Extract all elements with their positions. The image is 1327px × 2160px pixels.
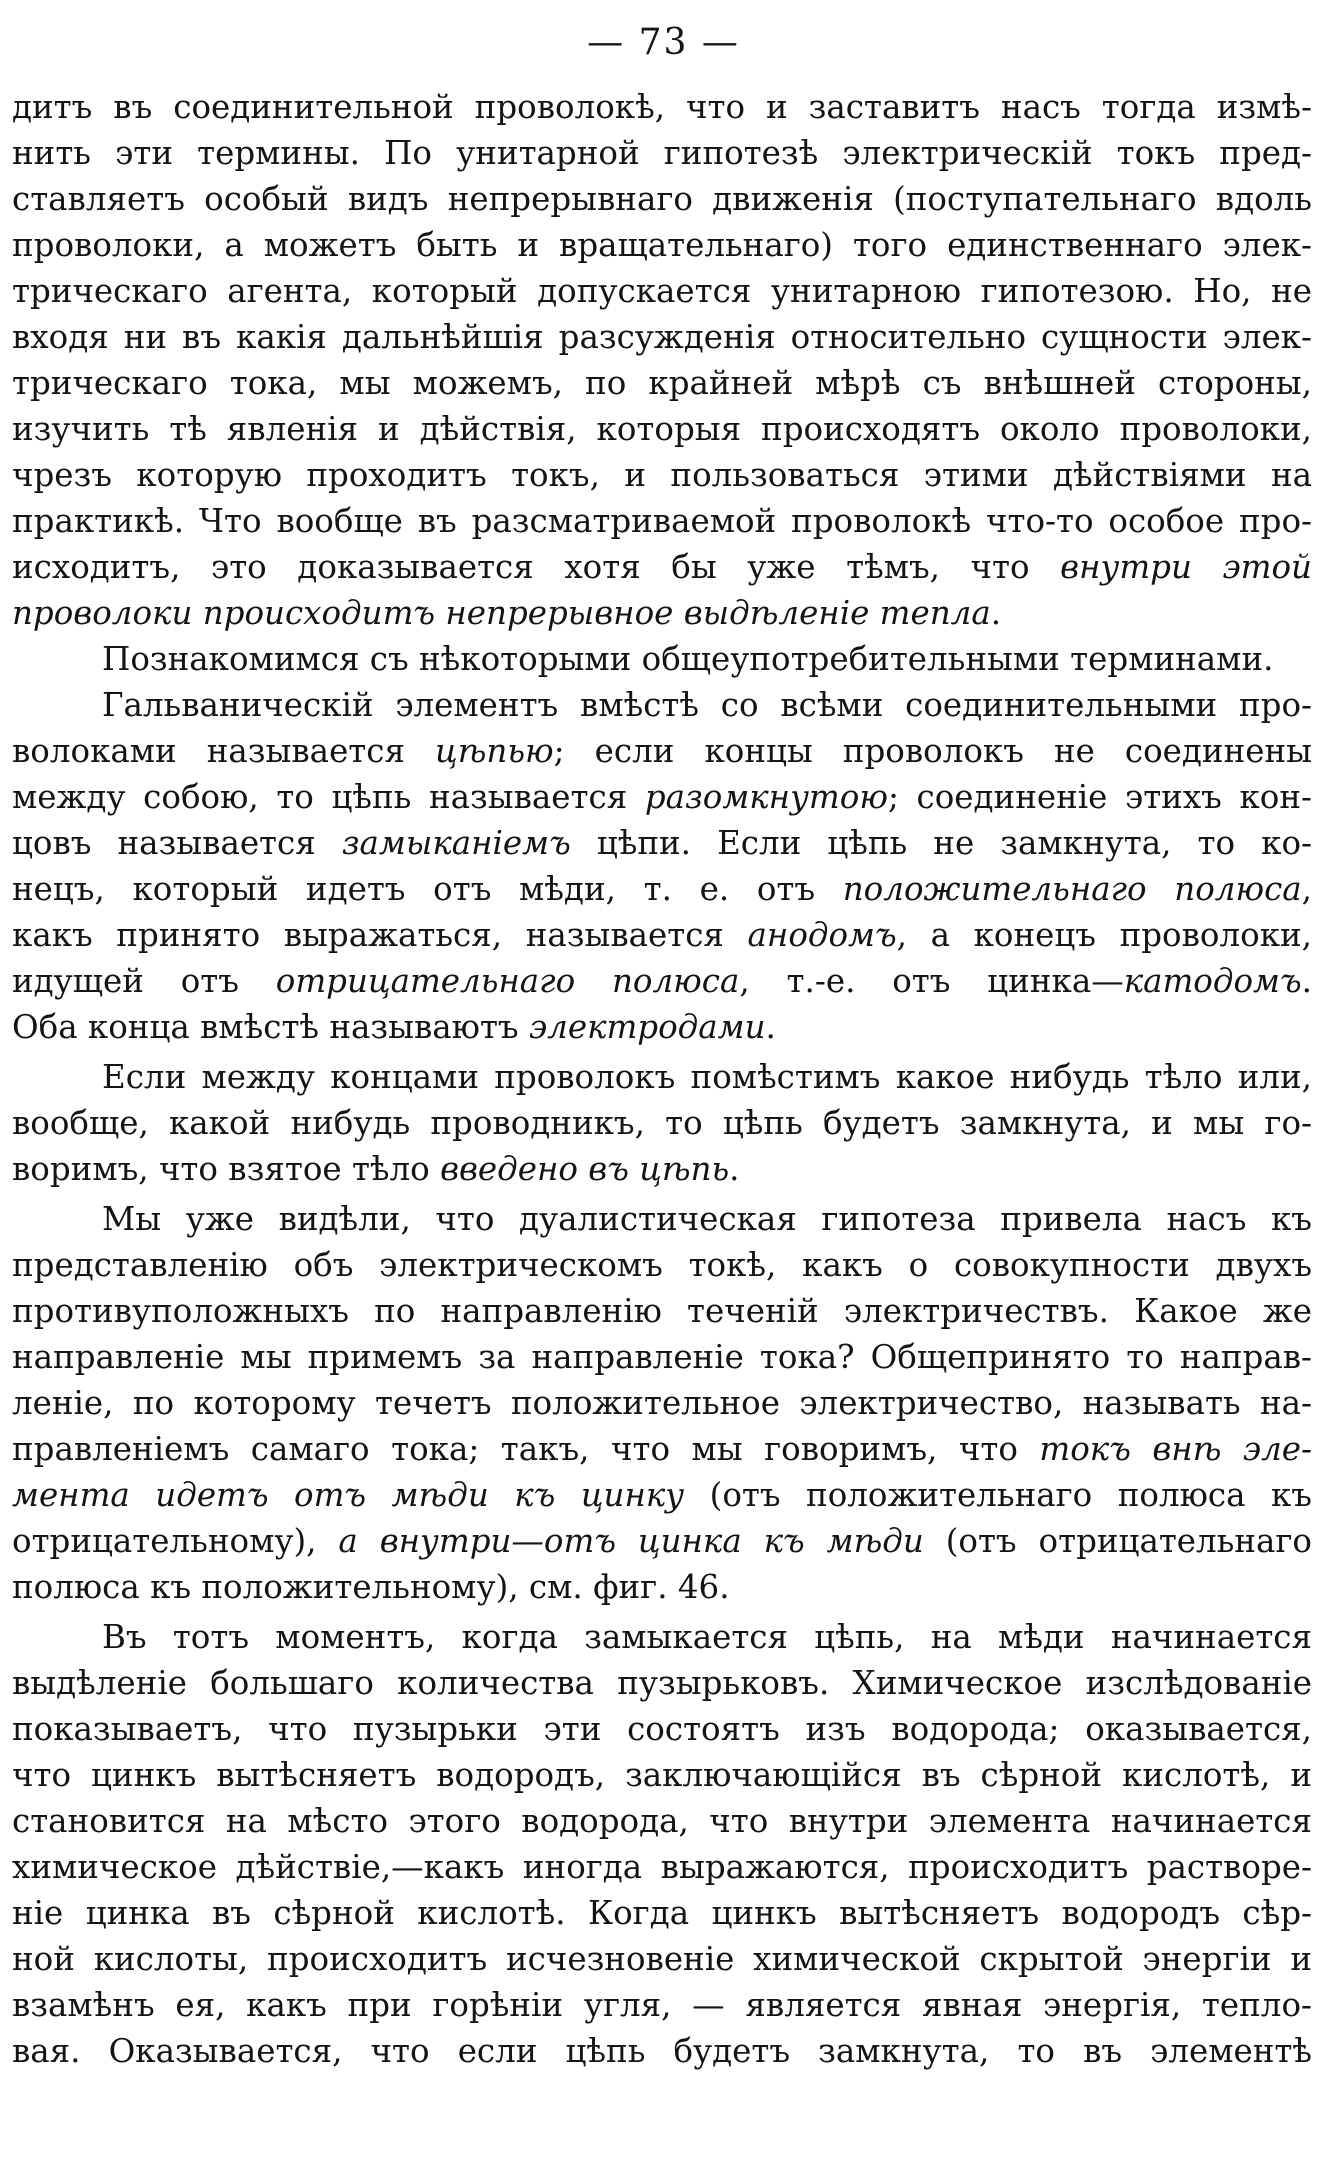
text-line [12,1334,1312,1380]
text-span: химическое дѣйствіе,—какъ иногда выражаются, происходитъ растворе- [12,1848,1312,1886]
text-line [12,774,1312,820]
text-line [12,820,1312,866]
italic-term: разомкнутою [644,778,888,816]
text-line [12,1936,1312,1982]
text-span: противуположныхъ по направленію теченій электричествъ. Какое же [12,1292,1312,1330]
text-line [12,1564,1312,1610]
text-span: практикѣ. Что вообще въ разсматриваемой проволокѣ что-то особое про- [12,502,1312,540]
text-line [12,360,1312,406]
text-line [12,314,1312,360]
text-span: (отъ отрицательнаго [923,1522,1312,1560]
text-span: ной кислоты, происходитъ исчезновеніе химической скрытой энергіи и [12,1940,1312,1978]
text-span: цовъ называется [12,824,342,862]
text-span: Гальваническій элементъ вмѣстѣ со всѣми соединительными про- [102,686,1312,724]
text-span: чрезъ которую проходитъ токъ, и пользоваться этими дѣйствіями на [12,456,1312,494]
text-span: (отъ положительнаго полюса къ [684,1476,1312,1514]
text-span: Если между концами проволокъ помѣстимъ какое нибудь тѣло или, [102,1058,1312,1096]
text-span: проволоки, а можетъ быть и вращательнаго) того единственнаго элек- [12,226,1312,264]
text-span: Въ тотъ моментъ, когда замыкается цѣпь, на мѣди начинается [102,1618,1312,1656]
text-span: Познакомимся съ нѣкоторыми общеупотребительными терминами. [102,640,1274,678]
text-span: . [765,1008,776,1046]
text-line [12,1146,1312,1192]
italic-term: внутри этой [1060,548,1312,586]
text-span: леніе, по которому течетъ положительное электричество, называть на- [12,1384,1312,1422]
text-span: входя ни въ какія дальнѣйшія разсужденія относительно сущности элек- [12,318,1312,356]
italic-term: положительнаго полюса [842,870,1302,908]
text-line [12,498,1312,544]
text-span: взамѣнъ ея, какъ при горѣніи угля, — является явная энергія, тепло- [12,1986,1312,2024]
text-line [12,1054,1312,1100]
text-line [12,1706,1312,1752]
text-span: воримъ, что взятое тѣло [12,1150,441,1188]
text-line [12,1004,1312,1050]
text-span: трическаго тока, мы можемъ, по крайней мѣрѣ съ внѣшней стороны, [12,364,1312,402]
italic-term: замыканіемъ [341,824,571,862]
text-line [12,1242,1312,1288]
text-span: цѣпи. Если цѣпь не замкнута, то ко- [570,824,1312,862]
italic-term: а внутри—отъ цинка къ мѣди [338,1522,924,1560]
text-line [12,1660,1312,1706]
text-line [12,958,1312,1004]
text-span: Мы уже видѣли, что дуалистическая гипотеза привела насъ къ [102,1200,1312,1238]
text-span: . [990,594,1002,632]
italic-term: токъ внѣ эле- [1039,1430,1312,1468]
italic-term: цѣпью [435,732,554,770]
text-line [12,222,1312,268]
text-line [12,1426,1312,1472]
text-span: выдѣленіе большаго количества пузырьковъ. Химическое изслѣдованіе [12,1664,1312,1702]
text-span: что цинкъ вытѣсняетъ водородъ, заключающійся въ сѣрной кислотѣ, и [12,1756,1312,1794]
text-line [12,1380,1312,1426]
text-line [12,1288,1312,1334]
text-line [12,682,1312,728]
text-line [12,84,1312,130]
italic-term: отрицательнаго полюса [275,962,740,1000]
text-span: ніе цинка въ сѣрной кислотѣ. Когда цинкъ вытѣсняетъ водородъ сѣр- [12,1894,1312,1932]
text-line [12,130,1312,176]
text-line [12,1798,1312,1844]
text-line [12,1844,1312,1890]
text-span: ; соединеніе этихъ кон- [887,778,1312,816]
text-span: . [1301,962,1312,1000]
text-line [12,1614,1312,1660]
text-span: волоками называется [12,732,436,770]
text-span: идущей отъ [12,962,276,1000]
text-span: направленіе мы примемъ за направленіе тока? Общепринято то направ- [12,1338,1312,1376]
text-span: показываетъ, что пузырьки эти состоятъ изъ водорода; оказывается, [12,1710,1312,1748]
text-span: вообще, какой нибудь проводникъ, то цѣпь будетъ замкнута, и мы го- [12,1104,1312,1142]
text-line [12,452,1312,498]
text-span: Оба конца вмѣстѣ называютъ [12,1008,529,1046]
text-line [12,1472,1312,1518]
text-span: вая. Оказывается, что если цѣпь будетъ замкнута, то въ элементѣ [12,2032,1312,2070]
text-span: между собою, то цѣпь называется [12,778,645,816]
text-span: нецъ, который идетъ отъ мѣди, т. е. отъ [12,870,843,908]
text-line [12,1890,1312,1936]
text-line [12,1100,1312,1146]
text-span: , т.-е. отъ цинка— [739,962,1124,1000]
text-span: изучить тѣ явленія и дѣйствія, которыя происходятъ около проволоки, [12,410,1312,448]
text-line [12,636,1312,682]
text-line [12,268,1312,314]
italic-term: введено въ цѣпь [440,1150,730,1188]
text-line [12,2028,1312,2074]
text-span: ; если концы проволокъ не соединены [553,732,1312,770]
text-span: . [729,1150,740,1188]
text-line [12,406,1312,452]
text-line [12,176,1312,222]
text-span: полюса къ положительному), см. фиг. 46. [12,1568,730,1606]
text-span: нить эти термины. По унитарной гипотезѣ электрическій токъ пред- [12,134,1312,172]
text-line [12,912,1312,958]
text-line [12,1752,1312,1798]
text-body [12,84,1312,2074]
text-line [12,544,1312,590]
text-line [12,1196,1312,1242]
text-span: исходитъ, это доказывается хотя бы уже тѣмъ, что [12,548,1061,586]
italic-term: катодомъ [1123,962,1302,1000]
text-span: дитъ въ соединительной проволокѣ, что и заставитъ насъ тогда измѣ- [12,88,1312,126]
text-line [12,728,1312,774]
text-line [12,1982,1312,2028]
text-span: трическаго агента, который допускается унитарною гипотезою. Но, не [12,272,1312,310]
text-line [12,1518,1312,1564]
text-span: , а конецъ проволоки, [896,916,1312,954]
text-span: отрицательному), [12,1522,339,1560]
text-line [12,866,1312,912]
text-span: , [1301,870,1312,908]
text-span: становится на мѣсто этого водорода, что внутри элемента начинается [12,1802,1312,1840]
italic-term: мента идетъ отъ мѣди къ цинку [12,1476,685,1514]
text-span: какъ принято выражаться, называется [12,916,748,954]
text-line [12,590,1312,636]
italic-term: анодомъ [747,916,897,954]
text-span: представленію объ электрическомъ токѣ, какъ о совокупности двухъ [12,1246,1312,1284]
italic-term: проволоки происходитъ непрерывное выдѣленіе тепла [12,594,991,632]
text-span: ставляетъ особый видъ непрерывнаго движенія (поступательнаго вдоль [12,180,1312,218]
text-span: правленіемъ самаго тока; такъ, что мы говоримъ, что [12,1430,1040,1468]
page-number: — 73 — [587,22,740,63]
italic-term: электродами [528,1008,766,1046]
